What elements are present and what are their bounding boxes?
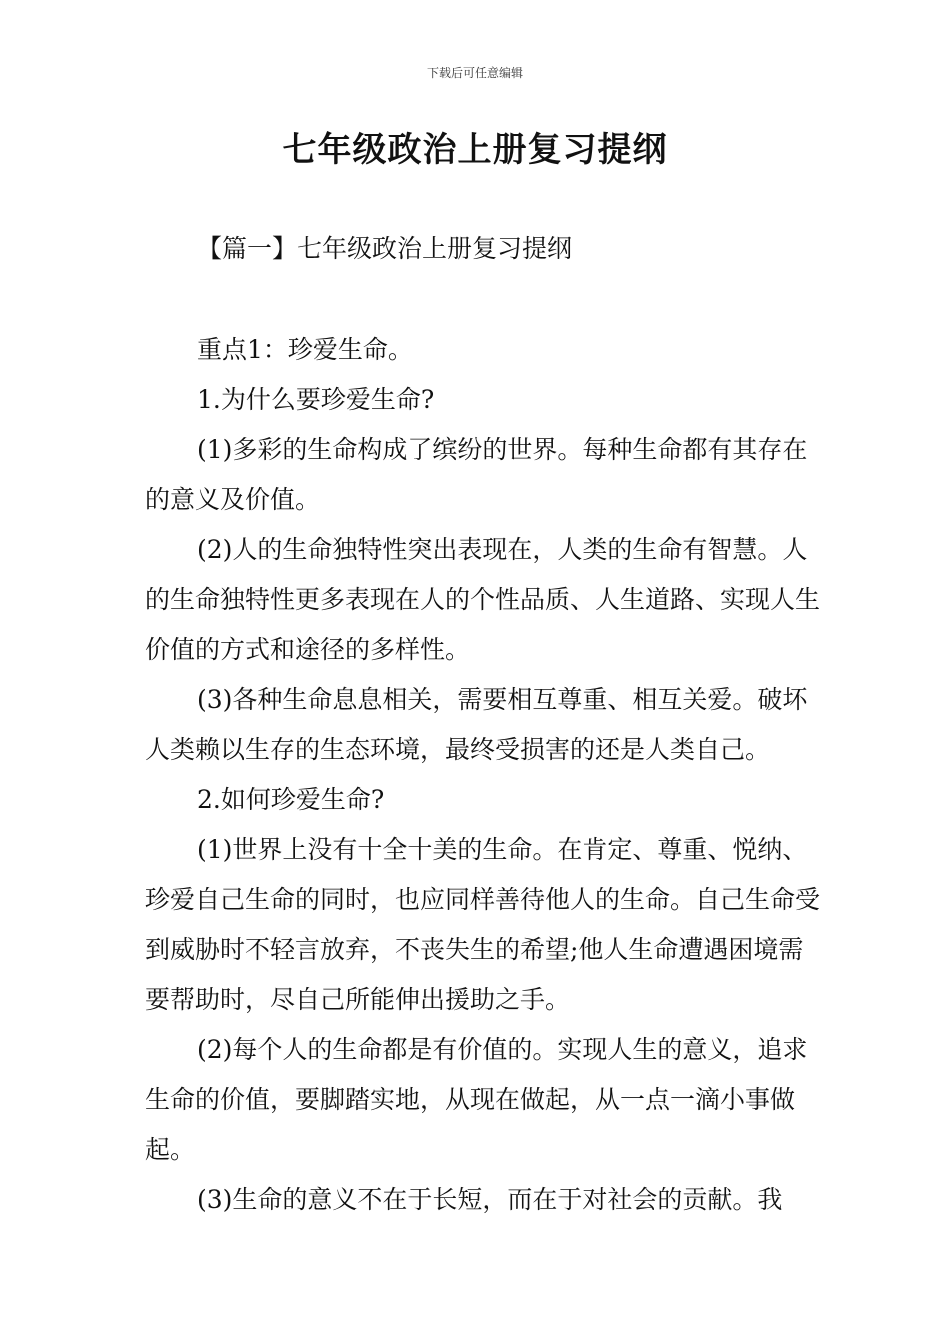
question-heading-1: 1.为什么要珍爱生命?	[197, 385, 435, 414]
paragraph: (2)每个人的生命都是有价值的。实现人生的意义，追求生命的价值，要脚踏实地，从现在做起，从一点一滴小事做起。	[145, 1035, 808, 1164]
document-body	[145, 325, 825, 1225]
key-point-heading: 重点1：珍爱生命。	[197, 335, 413, 364]
paragraph: (2)人的生命独特性突出表现在，人类的生命有智慧。人的生命独特性更多表现在人的个性品质、人生道路、实现人生价值的方式和途径的多样性。	[145, 535, 821, 664]
question-heading-2: 2.如何珍爱生命?	[197, 785, 385, 814]
section-heading: 【篇一】七年级政治上册复习提纲	[197, 234, 573, 263]
page-header-note: 下载后可任意编辑	[426, 66, 523, 80]
paragraph: (1)世界上没有十全十美的生命。在肯定、尊重、悦纳、珍爱自己生命的同时，也应同样善待他人的生命。自己生命受到威胁时不轻言放弃，不丧失生的希望;他人生命遭遇困境需要帮助时，尽自己所能伸出援助之手。	[145, 835, 821, 1014]
document-title: 七年级政治上册复习提纲	[282, 130, 668, 170]
paragraph: (1)多彩的生命构成了缤纷的世界。每种生命都有其存在的意义及价值。	[145, 435, 808, 514]
paragraph: (3)各种生命息息相关，需要相互尊重、相互关爱。破坏人类赖以生存的生态环境，最终受损害的还是人类自己。	[145, 685, 808, 764]
paragraph: (3)生命的意义不在于长短，而在于对社会的贡献。我	[197, 1185, 783, 1214]
